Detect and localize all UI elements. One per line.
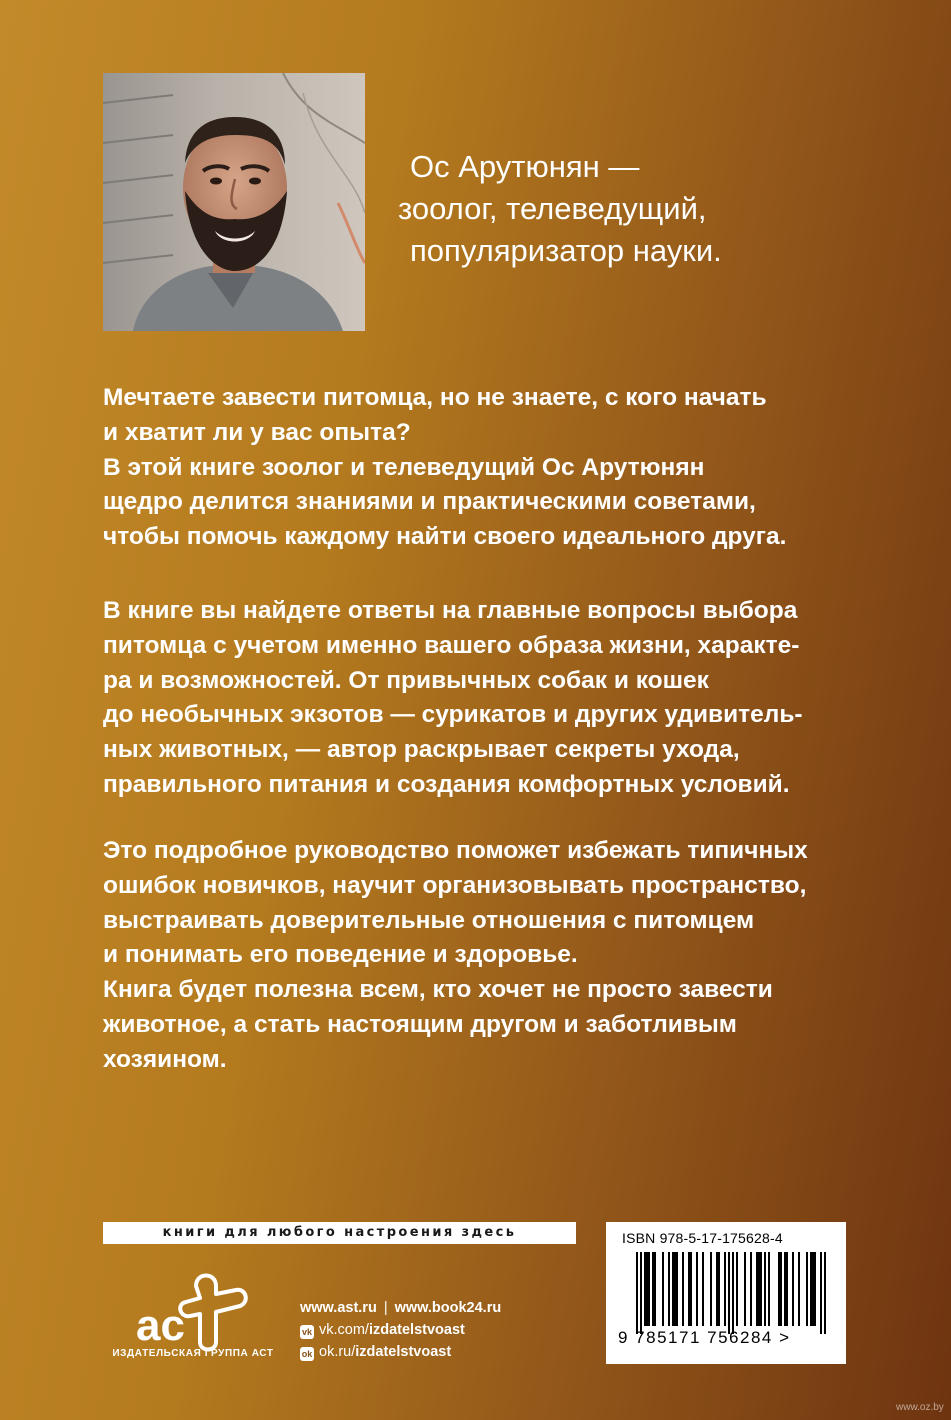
barcode-bar — [662, 1252, 664, 1326]
text-line: и хватит ли у вас опыта? — [103, 418, 411, 446]
barcode-bar — [724, 1252, 726, 1326]
vk-row[interactable] — [300, 1319, 501, 1341]
barcode-bar — [716, 1252, 718, 1326]
text-line: Мечтаете завести питомца, но не знаете, с кого начать — [103, 384, 767, 411]
barcode-bar — [674, 1252, 676, 1326]
barcode-bar — [644, 1252, 646, 1326]
barcode-bar — [688, 1252, 690, 1326]
tagline-bar: книги для любого настроения здесь — [103, 1222, 576, 1244]
text-line: ра и возможностей. От привычных собак и кошек — [103, 666, 709, 694]
barcode-bar — [792, 1252, 794, 1326]
author-caption-line: зоолог, телеведущий, — [398, 191, 707, 226]
barcode-bar — [640, 1252, 642, 1334]
website-row — [300, 1297, 501, 1319]
description-paragraph-3 — [103, 834, 883, 1078]
separator: | — [383, 1300, 388, 1316]
author-photo — [103, 73, 365, 331]
description-paragraph-1 — [103, 381, 883, 555]
barcode-bar — [690, 1252, 692, 1326]
barcode-bar — [646, 1252, 648, 1326]
barcode-bar — [760, 1252, 762, 1326]
barcode-bar — [784, 1252, 786, 1326]
text-line: правильного питания и создания комфортных условий. — [103, 770, 790, 798]
barcode-bar — [756, 1252, 758, 1326]
ok-row[interactable] — [300, 1341, 501, 1363]
text-line: ных животных, — автор раскрывает секреты ухода, — [103, 736, 740, 764]
barcode-bar — [820, 1252, 822, 1334]
vk-icon: vk — [301, 1326, 312, 1337]
ok-prefix: ok.ru/ — [319, 1344, 356, 1360]
barcode-bar — [736, 1252, 738, 1326]
barcode-bar — [652, 1252, 654, 1326]
text-line: и понимать его поведение и здоровье. — [103, 941, 578, 969]
text-line: животное, а стать настоящим другом и заботливым — [103, 1010, 737, 1038]
barcode-bar — [780, 1252, 782, 1326]
publisher-links — [300, 1297, 501, 1363]
text-line: Это подробное руководство поможет избежать типичных — [103, 837, 808, 864]
author-caption — [398, 146, 830, 272]
text-line: В книге вы найдете ответы на главные вопросы выбора — [103, 597, 798, 624]
barcode-bar — [778, 1252, 780, 1326]
barcode-bar — [812, 1252, 814, 1326]
text-line: выстраивать доверительные отношения с питомцем — [103, 906, 755, 934]
text-line: хозяином. — [103, 1045, 227, 1073]
barcode-bar — [744, 1252, 746, 1326]
barcode-bar — [786, 1252, 788, 1326]
text-line: Книга будет полезна всем, кто хочет не просто завести — [103, 976, 773, 1004]
text-line: В этой книге зоолог и телеведущий Ос Арутюнян — [103, 453, 705, 481]
barcode-bar — [764, 1252, 766, 1326]
barcode-bar — [810, 1252, 812, 1326]
author-caption-line: популяризатор науки. — [410, 233, 722, 268]
barcode-bar — [750, 1252, 752, 1326]
text-line: щедро делится знаниями и практическими советами, — [103, 488, 756, 516]
barcode-bar — [672, 1252, 674, 1326]
barcode-digits: 9 785171 756284 > — [618, 1328, 791, 1347]
text-line: чтобы помочь каждому найти своего идеального друга. — [103, 523, 787, 551]
website-link-book24[interactable]: www.book24.ru — [394, 1300, 502, 1316]
watermark: www.oz.by — [896, 1402, 944, 1413]
barcode-bar — [798, 1252, 800, 1326]
barcode-bar — [636, 1252, 638, 1334]
barcode-bar — [814, 1252, 816, 1326]
barcode-bar — [654, 1252, 656, 1326]
barcode-bar — [718, 1252, 720, 1326]
barcode-bar — [702, 1252, 704, 1326]
text-line: ошибок новичков, научит организовывать пространство, — [103, 871, 807, 899]
barcode-bar — [676, 1252, 678, 1326]
ok-icon: ok — [301, 1348, 313, 1359]
barcode-bar — [648, 1252, 650, 1326]
barcode-bar — [710, 1252, 712, 1326]
website-link-ast[interactable]: www.ast.ru — [300, 1300, 377, 1316]
barcode-bar — [758, 1252, 760, 1326]
vk-handle: izdatelstvoast — [368, 1322, 465, 1338]
barcode-bar — [668, 1252, 670, 1326]
author-caption-line: Ос Арутюнян — — [410, 149, 640, 184]
barcode-bar — [728, 1252, 730, 1334]
vk-prefix: vk.com/ — [319, 1322, 369, 1338]
barcode-bar — [696, 1252, 698, 1326]
text-line: до необычных экзотов — сурикатов и других удивитель- — [103, 701, 803, 729]
barcode-bar — [682, 1252, 684, 1326]
barcode-bar — [806, 1252, 808, 1326]
publisher-name: ИЗДАТЕЛЬСКАЯ ГРУППА АСТ — [112, 1348, 274, 1359]
barcode-bar — [824, 1252, 826, 1334]
description-paragraph-2 — [103, 594, 883, 803]
text-line: питомца с учетом именно вашего образа жизни, характе- — [103, 631, 800, 659]
ok-handle: izdatelstvoast — [355, 1344, 452, 1360]
isbn-label: ISBN 978-5-17-175628-4 — [622, 1230, 783, 1246]
barcode-bar — [732, 1252, 734, 1334]
logo-text: ас — [136, 1301, 185, 1350]
barcode-bar — [768, 1252, 770, 1326]
barcode-box — [606, 1222, 846, 1364]
